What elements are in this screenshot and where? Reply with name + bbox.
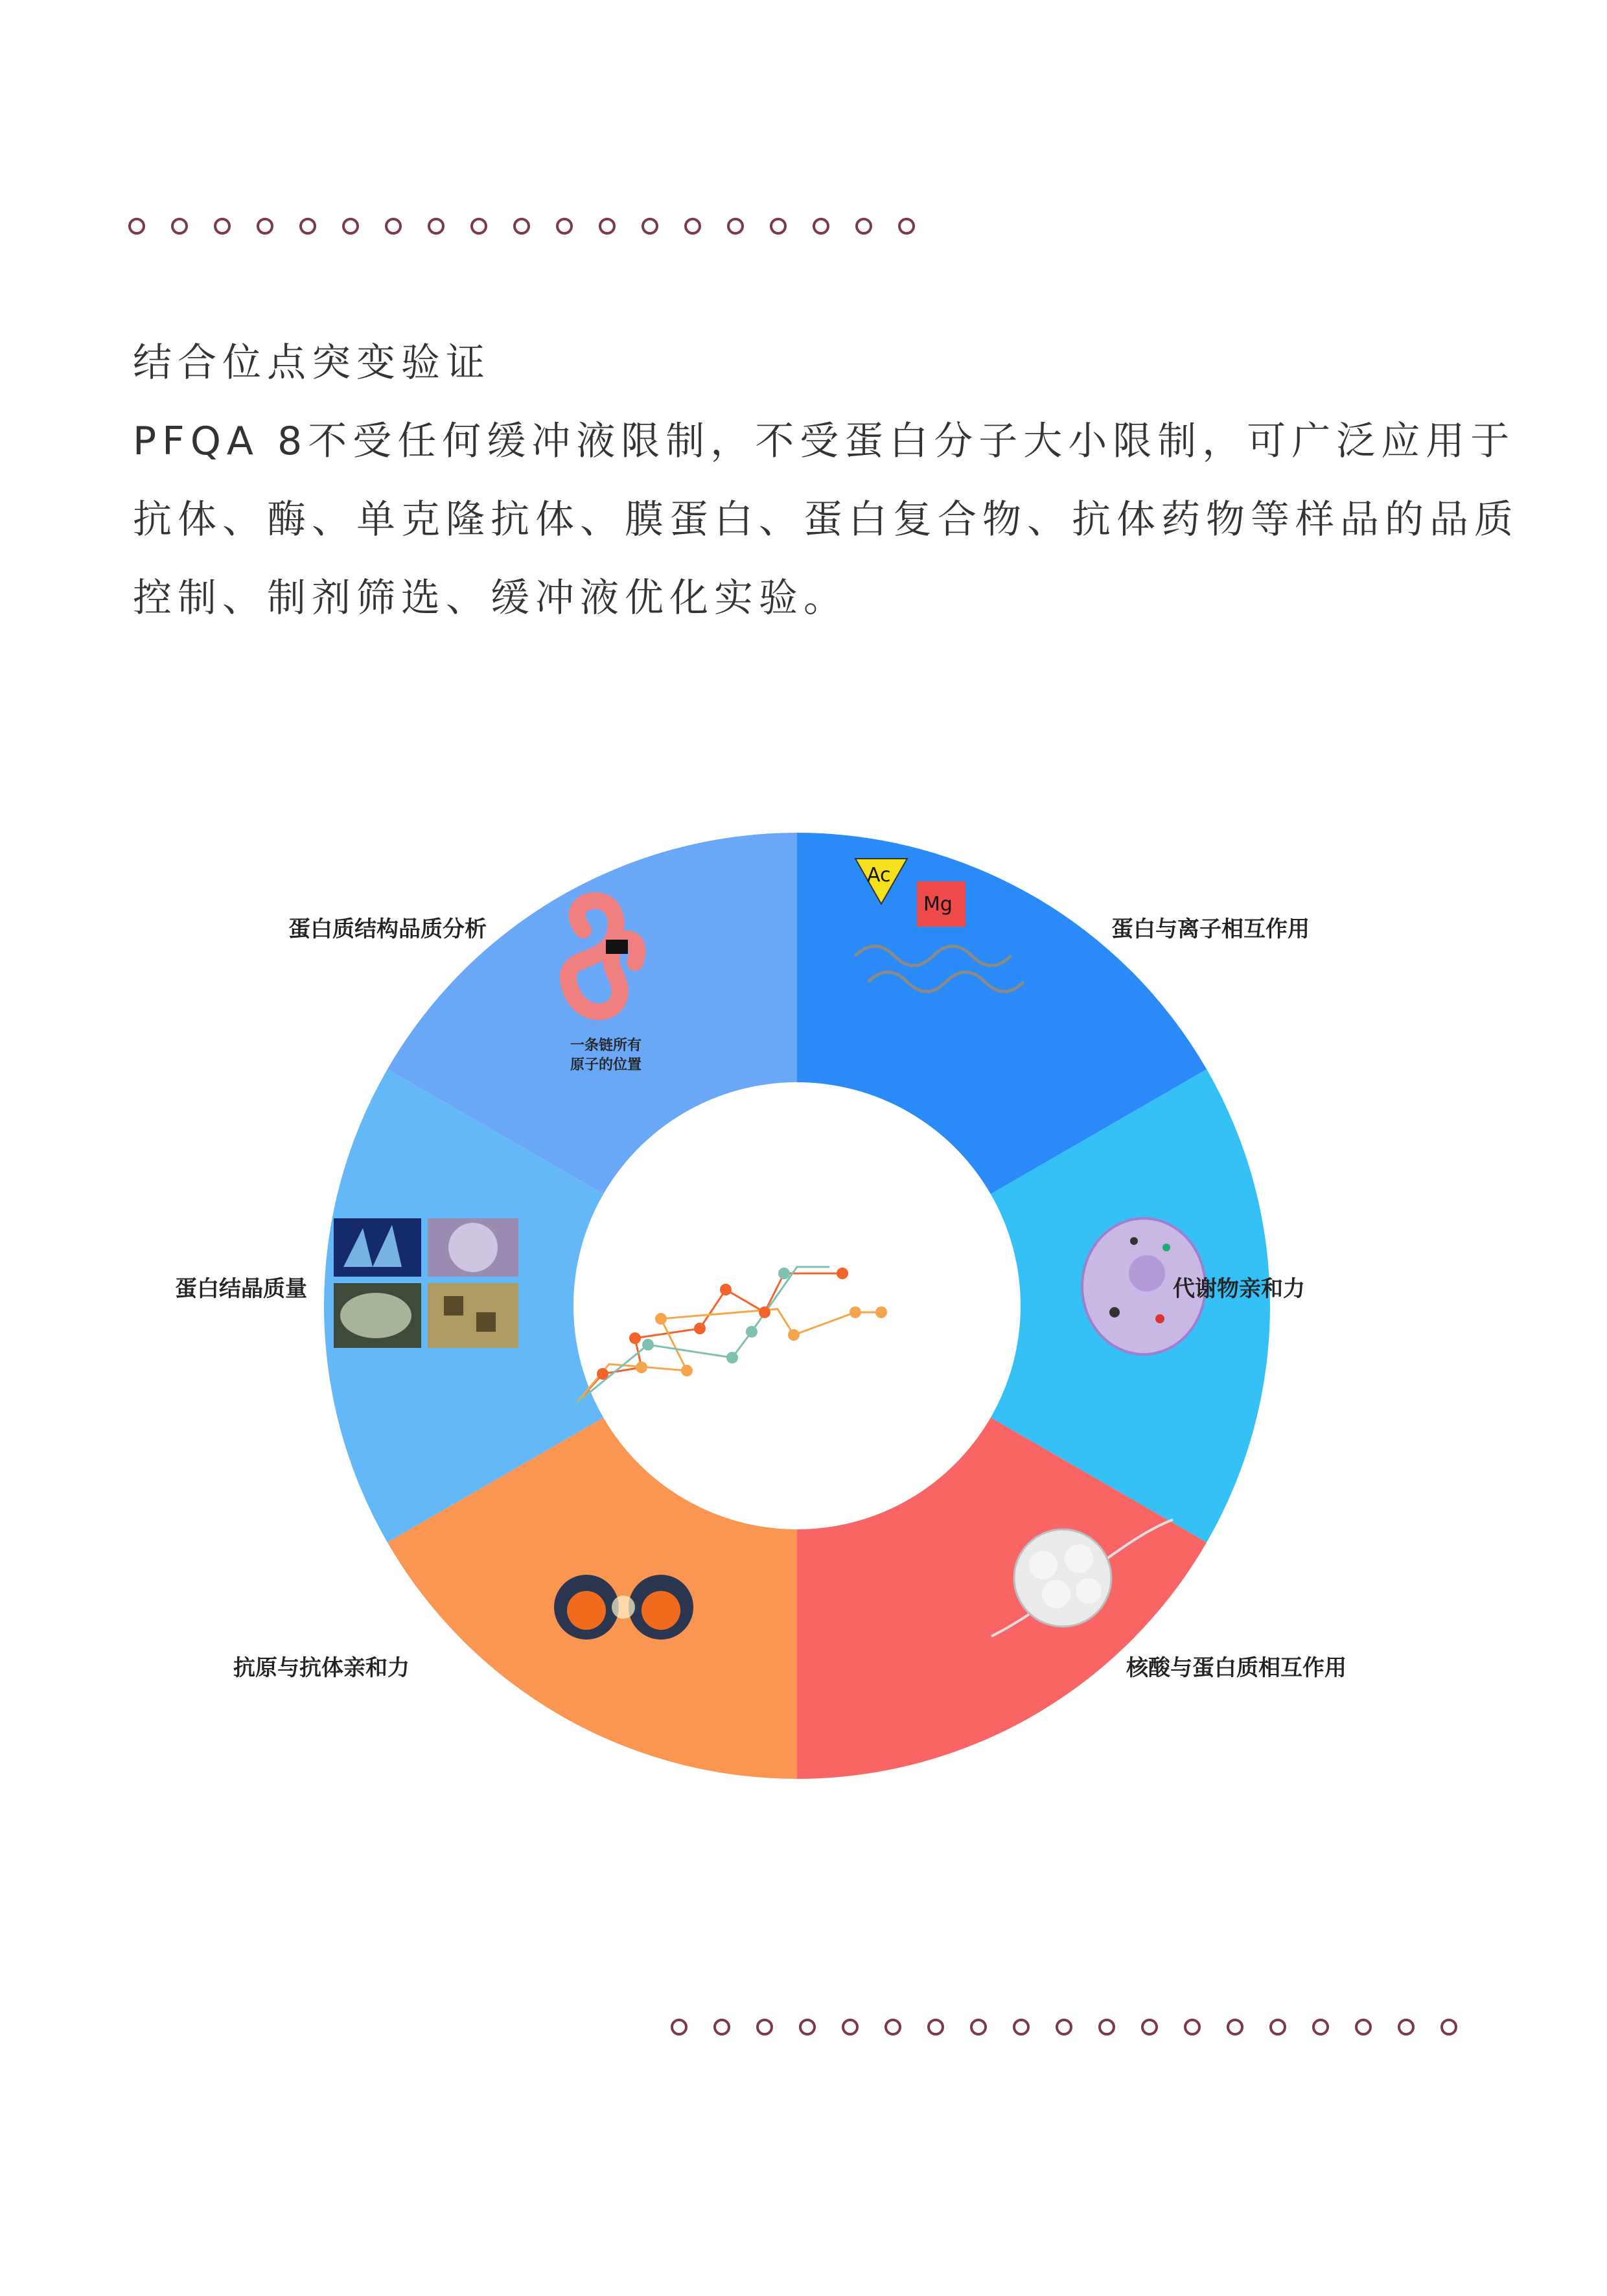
divider-dot	[770, 218, 787, 235]
divider-dot	[927, 2019, 944, 2035]
bottom-dot-divider	[671, 2019, 1483, 2035]
divider-dot	[171, 218, 188, 235]
paragraph-line: 抗体、酶、单克隆抗体、膜蛋白、蛋白复合物、抗体药物等样品的品质	[133, 497, 1519, 542]
divider-dot	[970, 2019, 987, 2035]
divider-dot	[756, 2019, 773, 2035]
divider-dot	[257, 218, 273, 235]
divider-dot	[214, 218, 231, 235]
divider-dot	[1141, 2019, 1158, 2035]
divider-dot	[1355, 2019, 1372, 2035]
center-trend-illustration	[577, 1267, 887, 1403]
chart-points	[597, 1268, 887, 1380]
divider-dot	[1184, 2019, 1201, 2035]
divider-dot	[1398, 2019, 1415, 2035]
divider-dot	[884, 2019, 901, 2035]
divider-dot	[1440, 2019, 1457, 2035]
divider-dot	[898, 218, 915, 235]
divider-dot	[727, 218, 744, 235]
divider-dot	[684, 218, 701, 235]
label-antigen-antibody: 抗原与抗体亲和力	[233, 1655, 410, 1681]
divider-dot	[342, 218, 359, 235]
label-protein-ion: 蛋白与离子相互作用	[1111, 916, 1310, 942]
divider-dot	[1269, 2019, 1286, 2035]
ion-mg-label: Mg	[923, 893, 953, 916]
divider-dot	[842, 2019, 859, 2035]
label-structure-quality: 蛋白质结构品质分析	[288, 916, 487, 942]
section-heading: 结合位点突变验证	[133, 340, 491, 386]
top-dot-divider	[128, 218, 941, 235]
divider-dot	[1312, 2019, 1329, 2035]
label-metabolite-affinity: 代谢物亲和力	[1173, 1276, 1305, 1302]
ion-ac-label: Ac	[867, 864, 891, 887]
divider-dot	[855, 218, 872, 235]
divider-dot	[470, 218, 487, 235]
divider-dot	[299, 218, 316, 235]
structure-note-line2: 原子的位置	[570, 1057, 642, 1073]
divider-dot	[1013, 2019, 1030, 2035]
divider-dot	[556, 218, 573, 235]
structure-note-line1: 一条链所有	[570, 1038, 642, 1054]
divider-dot	[713, 2019, 730, 2035]
divider-dot	[428, 218, 445, 235]
divider-dot	[1056, 2019, 1072, 2035]
description-text	[133, 324, 1519, 638]
divider-dot	[385, 218, 402, 235]
label-nucleic-protein: 核酸与蛋白质相互作用	[1126, 1655, 1347, 1681]
divider-dot	[1227, 2019, 1243, 2035]
divider-dot	[642, 218, 658, 235]
application-ring-diagram	[175, 820, 1347, 1792]
divider-dot	[813, 218, 829, 235]
divider-dot	[671, 2019, 688, 2035]
divider-dot	[599, 218, 616, 235]
divider-dot	[128, 218, 145, 235]
divider-dot	[1098, 2019, 1115, 2035]
divider-dot	[513, 218, 530, 235]
paragraph-line: 控制、制剂筛选、缓冲液优化实验。	[133, 575, 848, 621]
divider-dot	[799, 2019, 816, 2035]
label-crystal-quality: 蛋白结晶质量	[175, 1276, 307, 1302]
paragraph-line: PFQA 8不受任何缓冲液限制，不受蛋白分子大小限制，可广泛应用于	[133, 419, 1516, 464]
